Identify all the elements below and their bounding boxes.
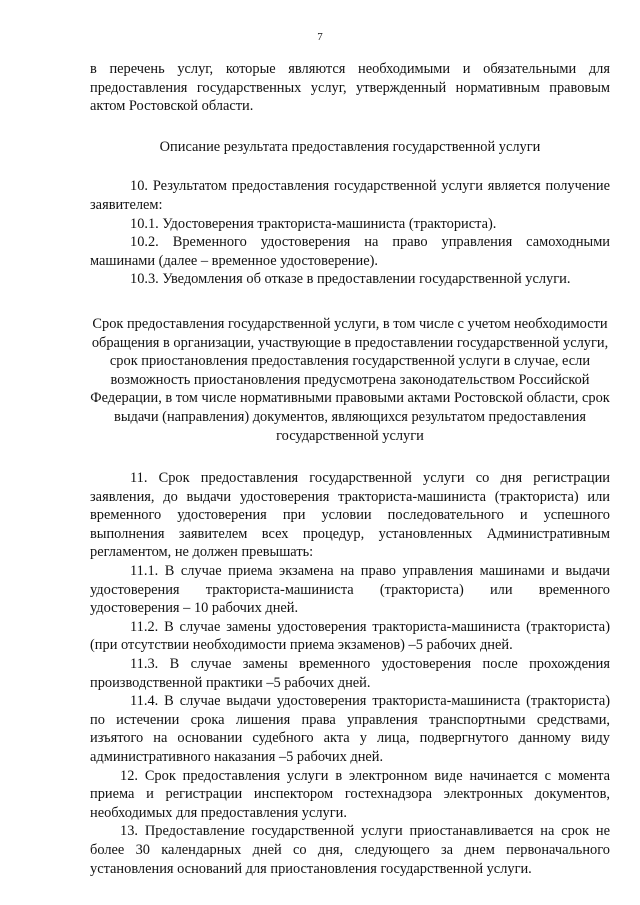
paragraph-10: 10. Результатом предоставления государственной услуги является получение заявителем: [90,178,610,213]
document-body [90,60,610,878]
paragraph-10-3: 10.3. Уведомления об отказе в предоставлении государственной услуги. [130,271,571,288]
section-heading-result: Описание результата предоставления государственной услуги [159,138,541,155]
section-heading-term: Срок предоставления государственной услуги, в том числе с учетом необходимости обращения в организации, участвующие в предоставлении государственной услуги, срок приостановления предоставления государственной услуги в случае, если возможность приостановления предусмотрена законодательством Российской Федерации, в том числе нормативными правовыми актами Ростовской области, срок выдачи (направления) документов, являющихся результатом предоставления государственной услуги [90,315,610,444]
page-number: 7 [317,31,323,43]
paragraph-11-4: 11.4. В случае выдачи удостоверения тракториста-машиниста (тракториста) по истечении срока лишения права управления транспортными средствами, изъятого на основании судебного акта у лица, подвергнутого данному виду административного наказания –5 рабочих дней. [90,693,610,765]
paragraph-11-1: 11.1. В случае приема экзамена на право управления машинами и выдачи удостоверения тракториста-машиниста (тракториста) или временного удостоверения – 10 рабочих дней. [90,563,610,617]
paragraph-10-2: 10.2. Временного удостоверения на право управления самоходными машинами (далее – временное удостоверение). [90,234,610,269]
paragraph-11-2: 11.2. В случае замены удостоверения тракториста-машиниста (тракториста) (при отсутствии необходимости приема экзаменов) –5 рабочих дней. [90,618,610,654]
paragraph-11-3: 11.3. В случае замены временного удостоверения после прохождения производственной практики –5 рабочих дней. [90,656,610,691]
paragraph-12: 12. Срок предоставления услуги в электронном виде начинается с момента приема и регистрации инспектором гостехнадзора электронных документов, необходимых для предоставления услуги. [90,767,610,821]
paragraph-10-1: 10.1. Удостоверения тракториста-машиниста (тракториста). [130,215,497,232]
paragraph-13: 13. Предоставление государственной услуги приостанавливается на срок не более 30 календарных дней со дня, следующего за днем первоначального установления оснований для приостановления государственной услуги. [90,823,610,877]
intro-paragraph: в перечень услуг, которые являются необходимыми и обязательными для предоставления государственных услуг, утвержденный нормативным правовым актом Ростовской области. [90,61,610,115]
paragraph-11: 11. Срок предоставления государственной услуги со дня регистрации заявления, до выдачи удостоверения тракториста-машиниста (тракториста) или временного удостоверения при условии последовательного и успешного выполнения заявителем всех процедур, установленных Административным регламентом, не должен превышать: [90,470,610,561]
